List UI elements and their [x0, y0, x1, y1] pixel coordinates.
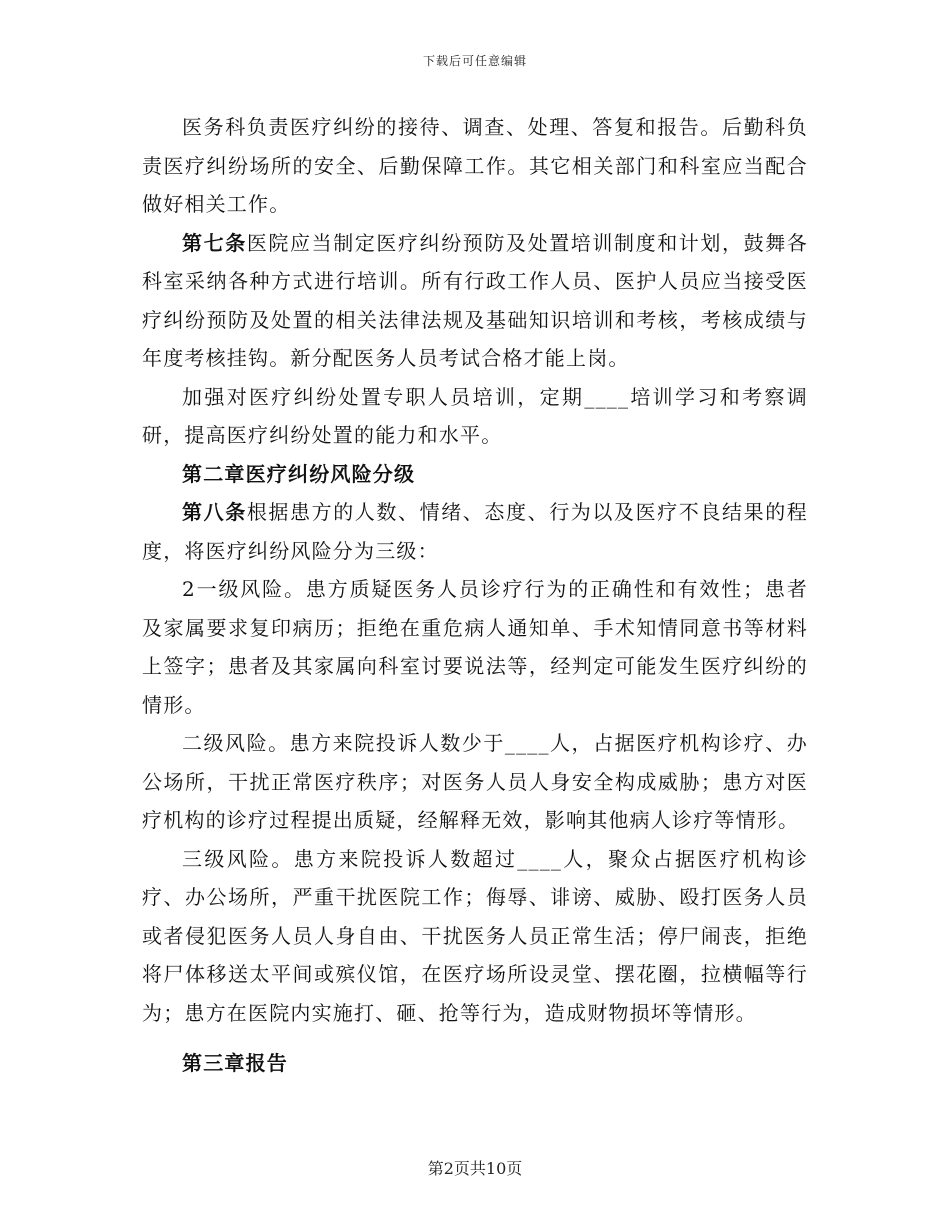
page-header: 下载后可任意编辑 — [422, 54, 527, 68]
article-8-label: 第八条 — [182, 500, 247, 524]
paragraph-training: 加强对医疗纠纷处置专职人员培训，定期____培训学习和考察调研，提高医疗纠纷处置的能力和水平。 — [142, 384, 808, 447]
article-7-text: 医院应当制定医疗纠纷预防及处置培训制度和计划，鼓舞各科室采纳各种方式进行培训。所有行政工作人员、医护人员应当接受医疗纠纷预防及处置的相关法律法规及基础知识培训和考核，考核成绩与年度考核挂钩。新分配医务人员考试合格才能上岗。 — [142, 230, 809, 370]
article-7-label: 第七条 — [182, 230, 247, 255]
paragraph-level-2-risk: 二级风险。患方来院投诉人数少于____人，占据医疗机构诊疗、办公场所，干扰正常医疗秩序；对医务人员人身安全构成威胁；患方对医疗机构的诊疗过程提出质疑，经解释无效，影响其他病人诊疗等情形。 — [142, 731, 808, 832]
chapter-2-heading: 第二章医疗纠纷风险分级 — [182, 461, 416, 486]
paragraph-medical-affairs: 医务科负责医疗纠纷的接待、调查、处理、答复和报告。后勤科负责医疗纠纷场所的安全、后勤保障工作。其它相关部门和科室应当配合做好相关工作。 — [142, 115, 808, 216]
page-footer: 第2页共10页 — [427, 1159, 523, 1178]
paragraph-level-3-risk: 三级风险。患方来院投诉人数超过____人，聚众占据医疗机构诊疗、办公场所，严重干扰医院工作；侮辱、诽谤、威胁、殴打医务人员或者侵犯医务人员人身自由、干扰医务人员正常生活；停尸闹丧，拒绝将尸体移送太平间或殡仪馆，在医疗场所设灵堂、摆花圈，拉横幅等行为；患方在医院内实施打、砸、抢等行为，造成财物损坏等情形。 — [142, 846, 808, 1025]
chapter-3-heading: 第三章报告 — [182, 1051, 288, 1075]
paragraph-level-1-risk: 2一级风险。患方质疑医务人员诊疗行为的正确性和有效性；患者及家属要求复印病历；拒绝在重危病人通知单、手术知情同意书等材料上签字；患者及其家属向科室讨要说法等，经判定可能发生医疗纠纷的情形。 — [142, 577, 808, 717]
article-8 — [142, 493, 808, 570]
article-8-text: 根据患方的人数、情绪、态度、行为以及医疗不良结果的程度，将医疗纠纷风险分为三级： — [142, 500, 809, 563]
article-7 — [142, 224, 808, 378]
document-body — [142, 108, 808, 1083]
